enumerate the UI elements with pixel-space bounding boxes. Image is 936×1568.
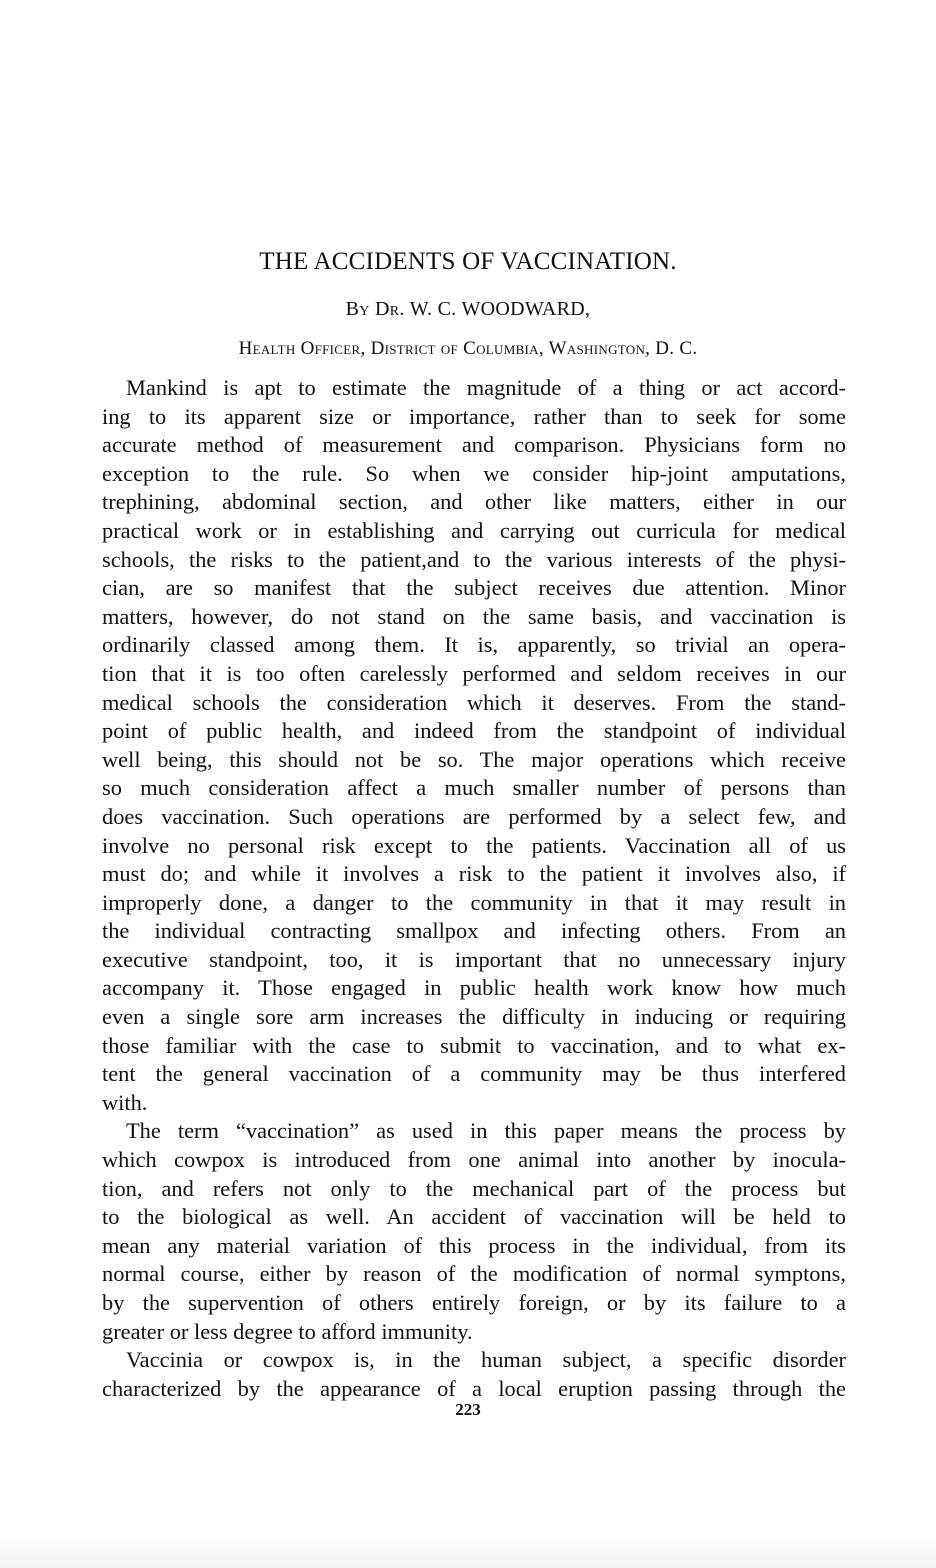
body-line: well being, this should not be so. The major operations which receive bbox=[102, 746, 846, 772]
body-line: by the supervention of others entirely foreign, or by its failure to a bbox=[102, 1290, 846, 1315]
body-line: Mankind is apt to estimate the magnitude of a thing or act accord- bbox=[126, 375, 846, 400]
page-number: 223 bbox=[455, 1400, 481, 1419]
body-line: cian, are so manifest that the subject receives due attention. Minor bbox=[102, 575, 846, 601]
body-line: those familiar with the case to submit to vaccination, and to what ex- bbox=[102, 1032, 846, 1058]
body-line: does vaccination. Such operations are performed by a select few, and bbox=[102, 803, 846, 829]
body-line: even a single sore arm increases the difficulty in inducing or requiring bbox=[102, 1004, 846, 1030]
body-line: accompany it. Those engaged in public health work know how much bbox=[102, 975, 846, 1001]
body-line: practical work or in establishing and carrying out curricula for medical bbox=[102, 517, 846, 543]
author-affiliation: Health Officer, District of Columbia, Washington, D. C. bbox=[238, 338, 698, 359]
body-line: medical schools the consideration which it deserves. From the stand- bbox=[102, 689, 846, 715]
body-line: exception to the rule. So when we consider hip-joint amputations, bbox=[102, 460, 846, 486]
body-line: tion that it is too often carelessly performed and seldom receives in our bbox=[102, 660, 846, 686]
body-line: so much consideration affect a much smaller number of persons than bbox=[102, 775, 846, 801]
body-line: point of public health, and indeed from the standpoint of individual bbox=[102, 718, 846, 744]
body-line: to the biological as well. An accident of vaccination will be held to bbox=[102, 1204, 846, 1230]
body-line: must do; and while it involves a risk to the patient it involves also, if bbox=[102, 861, 846, 887]
body-line: accurate method of measurement and comparison. Physicians form no bbox=[102, 432, 846, 458]
body-line: trephining, abdominal section, and other like matters, either in our bbox=[102, 489, 846, 515]
body-line: greater or less degree to afford immunity. bbox=[102, 1318, 473, 1344]
byline-by: By bbox=[345, 298, 370, 320]
body-line: executive standpoint, too, it is important that no unnecessary injury bbox=[102, 946, 846, 972]
scan-shadow bbox=[0, 1538, 936, 1568]
body-line: matters, however, do not stand on the same basis, and vaccination is bbox=[102, 603, 846, 629]
body-line: involve no personal risk except to the patients. Vaccination all of us bbox=[102, 832, 846, 858]
body-line: Vaccinia or cowpox is, in the human subject, a specific disorder bbox=[126, 1347, 846, 1373]
body-line: the individual contracting smallpox and infecting others. From an bbox=[102, 918, 846, 944]
body-line: improperly done, a danger to the community in that it may result in bbox=[102, 889, 846, 915]
body-line: schools, the risks to the patient,and to the various interests of the physi- bbox=[102, 546, 846, 572]
author-byline bbox=[0, 298, 936, 321]
author-name: W. C. WOODWARD, bbox=[409, 298, 591, 320]
byline-title: Dr. bbox=[375, 298, 405, 320]
body-line: characterized by the appearance of a local eruption passing through the bbox=[102, 1375, 846, 1401]
body-line: The term “vaccination” as used in this paper means the process by bbox=[126, 1118, 846, 1144]
body-line: ing to its apparent size or importance, rather than to seek for some bbox=[102, 403, 846, 429]
body-line: tent the general vaccination of a community may be thus interfered bbox=[102, 1061, 846, 1087]
body-line: mean any material variation of this process in the individual, from its bbox=[102, 1232, 846, 1258]
article-title: THE ACCIDENTS OF VACCINATION. bbox=[259, 248, 677, 275]
body-line: which cowpox is introduced from one animal into another by inocula- bbox=[102, 1147, 846, 1173]
article-body bbox=[102, 374, 846, 1403]
body-line: ordinarily classed among them. It is, apparently, so trivial an opera- bbox=[102, 632, 846, 658]
body-line: normal course, either by reason of the modification of normal symptons, bbox=[102, 1261, 846, 1287]
body-line: with. bbox=[102, 1089, 148, 1115]
body-line: tion, and refers not only to the mechanical part of the process but bbox=[102, 1175, 846, 1201]
